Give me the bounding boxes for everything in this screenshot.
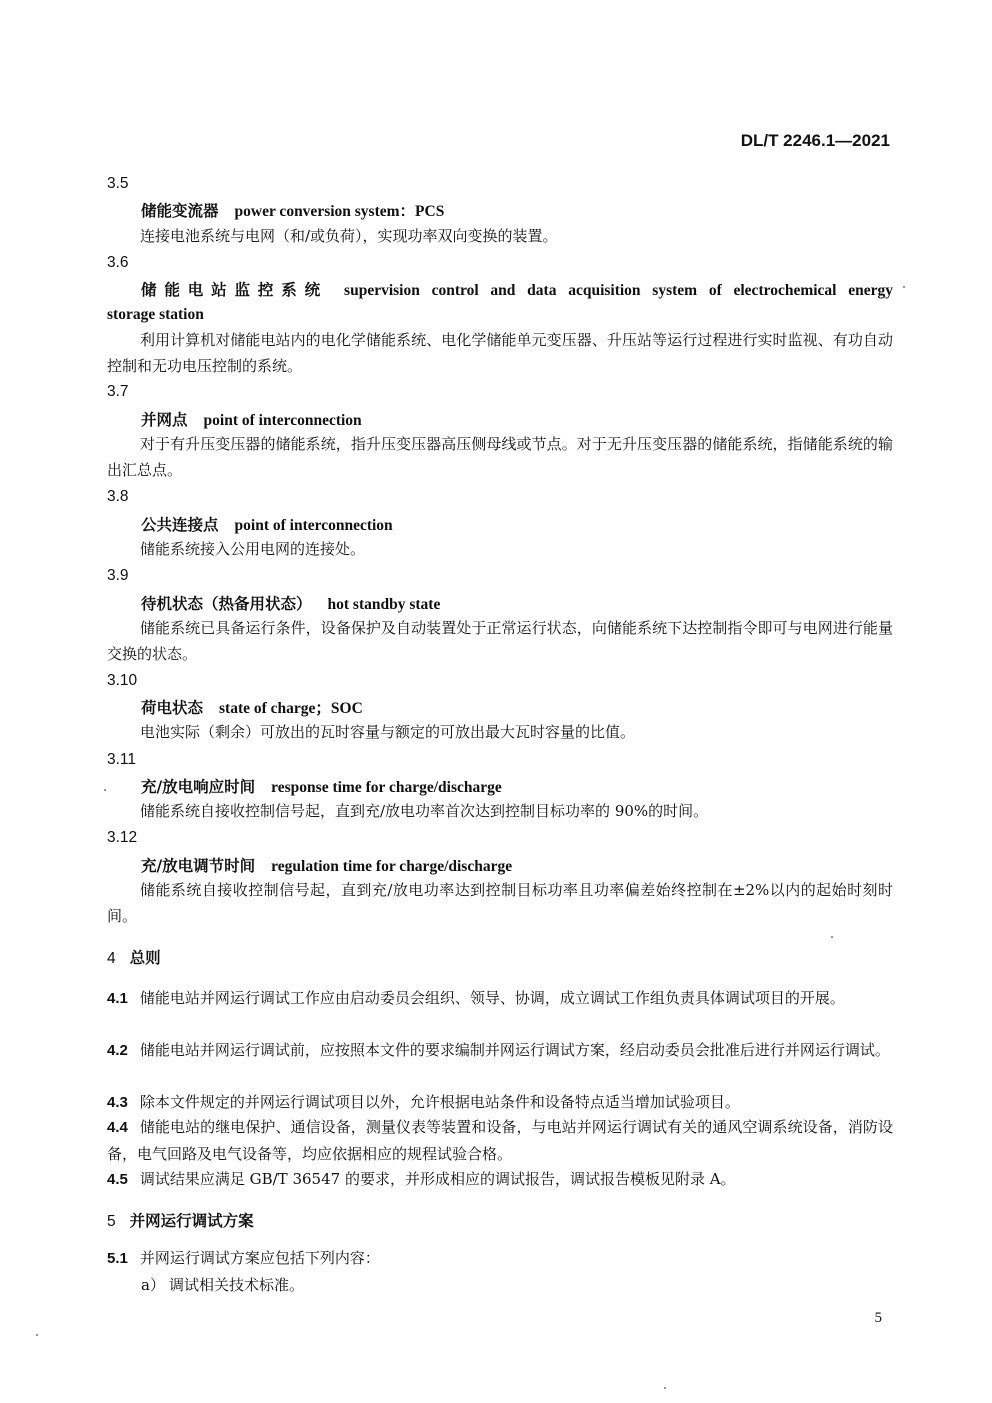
term-number: 3.12: [107, 829, 138, 846]
scan-speck: [903, 286, 905, 288]
term-zh: 待机状态（热备用状态）: [141, 594, 312, 613]
clause-text: 储能电站并网运行调试前，应按照本文件的要求编制并网运行调试方案，经启动委员会批准后进行并网运行调试。: [139, 1041, 890, 1059]
term-en: hot standby state: [327, 596, 441, 613]
section-heading: [107, 946, 161, 968]
clause-number: 5.1: [107, 1250, 128, 1267]
clause-number: 4.1: [107, 990, 128, 1007]
term-number: 3.9: [107, 567, 129, 584]
list-marker: a）: [141, 1276, 165, 1294]
term-number: 3.7: [107, 383, 129, 400]
clause: [107, 1037, 893, 1064]
scan-speck: [664, 1387, 666, 1389]
term-zh: 公共连接点: [141, 515, 219, 534]
clause-text: 储能电站的继电保护、通信设备，测量仪表等装置和设备，与电站并网运行调试有关的通风空调系统设备，消防设备，电气回路及电气设备等，均应依据相应的规程试验合格。: [107, 1118, 893, 1163]
term-definition: 电池实际（剩余）可放出的瓦时容量与额定的可放出最大瓦时容量的比值。: [140, 723, 636, 741]
clause-text: 储能电站并网运行调试工作应由启动委员会组织、领导、协调，成立调试工作组负责具体调试项目的开展。: [139, 989, 845, 1007]
clause-number: 4.2: [107, 1042, 128, 1059]
section-heading: [107, 1209, 254, 1231]
clause-number: 4.3: [107, 1094, 128, 1111]
term-zh: 储能变流器: [141, 201, 219, 220]
scan-speck: [36, 1334, 38, 1336]
clause-text: 调试结果应满足 GB/T 36547 的要求，并形成相应的调试报告，调试报告模板见附录 A。: [139, 1170, 736, 1188]
term-number: 3.6: [107, 254, 129, 271]
list-text: 调试相关技术标准。: [168, 1276, 304, 1294]
term-en: point of interconnection: [234, 517, 393, 534]
term-title: [141, 513, 393, 535]
term-number: 3.8: [107, 488, 129, 505]
term-en: regulation time for charge/discharge: [271, 858, 513, 875]
term-en: power conversion system：PCS: [234, 203, 445, 220]
clause: [107, 1114, 893, 1167]
clause: [107, 1245, 893, 1272]
clause: [107, 1166, 893, 1193]
term-title: [141, 278, 893, 300]
page-number: 5: [874, 1310, 882, 1326]
term-definition: 对于有升压变压器的储能系统，指升压变压器高压侧母线或节点。对于无升压变压器的储能系统，指储能系统的输出汇总点。: [107, 435, 893, 479]
clause-number: 4.4: [107, 1119, 128, 1136]
term-definition: 储能系统自接收控制信号起，直到充/放电功率达到控制目标功率且功率偏差始终控制在±2%以内的起始时刻时间。: [107, 881, 893, 925]
section-number: 5: [107, 1213, 116, 1230]
term-zh: 充/放电调节时间: [141, 856, 256, 875]
term-zh: 并网点: [141, 410, 188, 429]
term-zh: 储能电站监控系统: [141, 280, 329, 299]
clause-number: 4.5: [107, 1171, 128, 1188]
clause: [107, 1089, 893, 1116]
term-title: [141, 592, 440, 614]
term-definition: 储能系统自接收控制信号起，直到充/放电功率首次达到控制目标功率的 90%的时间。: [140, 802, 709, 820]
scan-speck: [104, 789, 106, 791]
term-title: [141, 408, 362, 430]
term-en: response time for charge/discharge: [271, 779, 502, 796]
clause-text: 除本文件规定的并网运行调试项目以外，允许根据电站条件和设备特点适当增加试验项目。: [139, 1093, 740, 1111]
clause: [107, 985, 893, 1012]
term-definition: 利用计算机对储能电站内的电化学储能系统、电化学储能单元变压器、升压站等运行过程进行实时监视、有功自动控制和无功电压控制的系统。: [107, 331, 893, 375]
term-title: [141, 775, 502, 797]
section-number: 4: [107, 950, 116, 967]
term-en: point of interconnection: [203, 412, 362, 429]
term-definition: 连接电池系统与电网（和/或负荷），实现功率双向变换的装置。: [140, 227, 558, 245]
term-number: 3.10: [107, 672, 138, 689]
list-item: [141, 1274, 304, 1295]
term-en: supervision control and data acquisition system of electrochemical energy: [344, 282, 893, 299]
term-definition: 储能系统已具备运行条件，设备保护及自动装置处于正常运行状态，向储能系统下达控制指令即可与电网进行能量交换的状态。: [107, 619, 893, 663]
term-en: state of charge；SOC: [219, 700, 363, 717]
term-zh: 荷电状态: [141, 698, 204, 717]
term-zh: 充/放电响应时间: [141, 777, 256, 796]
section-title: 并网运行调试方案: [129, 1211, 254, 1230]
scan-speck: [831, 936, 833, 938]
term-title: [141, 854, 512, 876]
term-title-continued: [107, 304, 204, 324]
document-id: DL/T 2246.1—2021: [740, 131, 890, 150]
term-number: 3.11: [107, 751, 137, 768]
term-title: [141, 199, 444, 221]
term-en-continued: storage station: [107, 306, 204, 323]
term-title: [141, 696, 363, 718]
term-definition: 储能系统接入公用电网的连接处。: [140, 540, 366, 558]
term-number: 3.5: [107, 175, 129, 192]
clause-text: 并网运行调试方案应包括下列内容：: [139, 1249, 380, 1267]
section-title: 总则: [129, 948, 161, 967]
